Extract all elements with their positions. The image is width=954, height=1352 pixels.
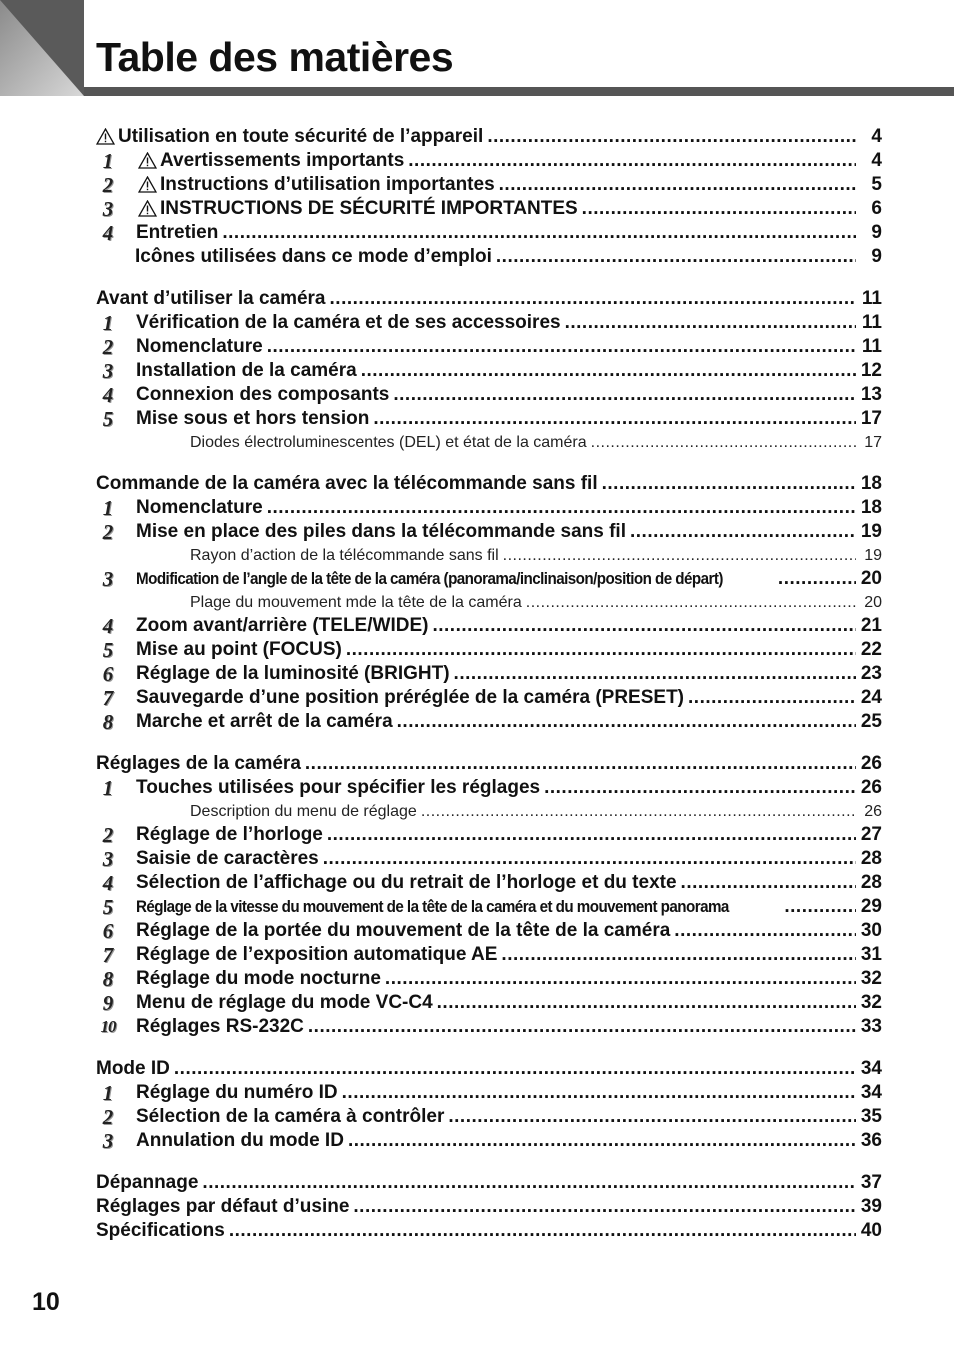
entry-page-number: 28 xyxy=(860,872,882,893)
entry-page-number: 9 xyxy=(871,246,882,267)
entry-page-number: 36 xyxy=(860,1130,882,1151)
toc-entry[interactable] xyxy=(96,311,882,335)
toc-entry[interactable] xyxy=(96,335,882,359)
entry-title: Mise au point (FOCUS) xyxy=(136,639,342,660)
entry-title: Avertissements importants xyxy=(160,150,405,171)
toc-entry[interactable] xyxy=(96,943,882,967)
dot-leader xyxy=(308,1015,856,1039)
entry-title: Mise en place des piles dans la télécommande sans fil xyxy=(136,521,626,542)
entry-page-number: 4 xyxy=(871,150,882,171)
section-number-icon: 1 xyxy=(102,496,114,520)
dot-leader xyxy=(327,823,856,847)
dot-leader xyxy=(385,967,856,991)
dot-leader xyxy=(503,544,856,567)
entry-indent xyxy=(96,943,136,967)
entry-indent xyxy=(96,496,136,520)
toc-entry[interactable] xyxy=(96,1171,882,1195)
entry-title: Connexion des composants xyxy=(136,384,390,405)
entry-title: Entretien xyxy=(136,222,219,243)
dot-leader xyxy=(342,1081,856,1105)
dot-leader xyxy=(397,710,856,734)
dot-leader xyxy=(454,662,856,686)
toc-entry[interactable] xyxy=(96,431,882,454)
entry-title: Vérification de la caméra et de ses accessoires xyxy=(136,312,561,333)
dot-leader xyxy=(591,431,856,454)
dot-leader xyxy=(499,173,856,197)
entry-page-number: 30 xyxy=(860,920,882,941)
toc-entry[interactable] xyxy=(96,383,882,407)
section-number-icon: 6 xyxy=(102,919,114,943)
entry-page-number: 20 xyxy=(864,594,882,611)
entry-page-number: 32 xyxy=(860,992,882,1013)
dot-leader xyxy=(346,638,856,662)
toc-entry[interactable] xyxy=(96,800,882,823)
section-number-icon: 4 xyxy=(102,614,114,638)
warning-triangle-icon xyxy=(96,125,118,149)
toc-entry[interactable] xyxy=(96,567,882,591)
entry-page-number: 17 xyxy=(860,408,882,429)
entry-indent xyxy=(96,919,136,943)
dot-leader xyxy=(330,287,856,311)
entry-indent xyxy=(96,407,136,431)
toc-entry[interactable] xyxy=(96,895,882,919)
toc-entry[interactable] xyxy=(96,245,882,269)
toc-entry[interactable] xyxy=(96,1129,882,1153)
dot-leader xyxy=(267,335,856,359)
entry-title: INSTRUCTIONS DE SÉCURITÉ IMPORTANTES xyxy=(160,198,578,219)
page-number: 10 xyxy=(32,1288,60,1316)
section-number-icon: 7 xyxy=(102,943,114,967)
entry-indent xyxy=(96,173,136,197)
entry-page-number: 35 xyxy=(860,1106,882,1127)
entry-indent xyxy=(96,383,136,407)
entry-title: Réglages de la caméra xyxy=(96,753,301,774)
section-number-icon: 5 xyxy=(102,895,114,919)
section-number-icon: 2 xyxy=(102,1105,114,1129)
dot-leader xyxy=(496,245,856,269)
entry-title: Sauvegarde d’une position préréglée de la caméra (PRESET) xyxy=(136,687,685,708)
toc-entry[interactable] xyxy=(96,197,882,221)
dot-leader xyxy=(408,149,856,173)
entry-indent xyxy=(96,686,136,710)
entry-page-number: 12 xyxy=(860,360,882,381)
toc-entry[interactable] xyxy=(96,125,882,149)
entry-indent xyxy=(96,431,190,454)
entry-page-number: 22 xyxy=(860,639,882,660)
entry-indent xyxy=(96,567,136,591)
warning-triangle-icon xyxy=(138,173,160,197)
section-number-icon: 8 xyxy=(102,710,114,734)
dot-leader xyxy=(526,591,856,614)
entry-page-number: 34 xyxy=(860,1082,882,1103)
title-rule xyxy=(84,87,954,96)
section-number-icon: 7 xyxy=(102,686,114,710)
entry-page-number: 6 xyxy=(871,198,882,219)
section-gap xyxy=(96,454,882,472)
entry-page-number: 32 xyxy=(860,968,882,989)
entry-title: Touches utilisées pour spécifier les réglages xyxy=(136,777,541,798)
toc-entry[interactable] xyxy=(96,638,882,662)
toc-entry[interactable] xyxy=(96,1015,882,1039)
entry-page-number: 33 xyxy=(860,1016,882,1037)
toc-entry[interactable] xyxy=(96,1081,882,1105)
entry-indent xyxy=(96,823,136,847)
section-number-icon: 1 xyxy=(102,149,114,173)
entry-indent xyxy=(96,895,136,919)
entry-page-number: 29 xyxy=(860,896,882,917)
entry-indent xyxy=(96,776,136,800)
entry-indent xyxy=(96,847,136,871)
entry-page-number: 18 xyxy=(860,473,882,494)
entry-page-number: 27 xyxy=(860,824,882,845)
dot-leader xyxy=(602,472,856,496)
dot-leader xyxy=(688,686,856,710)
entry-title: Modification de l’angle de la tête de la caméra (panorama/inclinaison/position de départ) xyxy=(136,570,723,588)
entry-title: Sélection de l’affichage ou du retrait de l’horloge et du texte xyxy=(136,872,677,893)
entry-indent xyxy=(96,149,136,173)
section-number-icon: 4 xyxy=(102,871,114,895)
entry-title: Menu de réglage du mode VC-C4 xyxy=(136,992,433,1013)
toc-entry[interactable] xyxy=(96,919,882,943)
section-number-icon: 8 xyxy=(102,967,114,991)
entry-title: Diodes électroluminescentes (DEL) et état de la caméra xyxy=(190,434,587,451)
entry-title: Mise sous et hors tension xyxy=(136,408,370,429)
entry-indent xyxy=(96,638,136,662)
entry-title: Réglage de la vitesse du mouvement de la tête de la caméra et du mouvement panorama xyxy=(136,898,729,916)
entry-page-number: 26 xyxy=(864,803,882,820)
entry-title: Réglage du mode nocturne xyxy=(136,968,381,989)
entry-page-number: 19 xyxy=(864,547,882,564)
toc-entry[interactable] xyxy=(96,520,882,544)
section-number-icon: 4 xyxy=(102,221,114,245)
section-gap xyxy=(96,734,882,752)
entry-page-number: 34 xyxy=(860,1058,882,1079)
entry-title: Nomenclature xyxy=(136,497,263,518)
entry-page-number: 31 xyxy=(860,944,882,965)
entry-page-number: 11 xyxy=(861,288,882,309)
entry-title: Description du menu de réglage xyxy=(190,803,417,820)
entry-title: Mode ID xyxy=(96,1058,170,1079)
entry-indent xyxy=(96,221,136,245)
section-number-icon: 2 xyxy=(102,173,114,197)
entry-title: Réglage de la luminosité (BRIGHT) xyxy=(136,663,450,684)
entry-title: Saisie de caractères xyxy=(136,848,319,869)
toc-entry[interactable] xyxy=(96,149,882,173)
dot-leader xyxy=(222,221,856,245)
toc-entry[interactable] xyxy=(96,662,882,686)
entry-title: Réglage de l’horloge xyxy=(136,824,323,845)
entry-title: Instructions d’utilisation importantes xyxy=(160,174,495,195)
entry-page-number: 11 xyxy=(861,312,882,333)
toc-entry[interactable] xyxy=(96,847,882,871)
entry-page-number: 4 xyxy=(871,126,882,147)
section-number-icon: 3 xyxy=(102,567,114,591)
toc-entry[interactable] xyxy=(96,544,882,567)
dot-leader xyxy=(681,871,856,895)
entry-title: Installation de la caméra xyxy=(136,360,357,381)
dot-leader xyxy=(582,197,856,221)
entry-title: Rayon d’action de la télécommande sans fil xyxy=(190,547,499,564)
entry-indent xyxy=(96,591,190,614)
entry-page-number: 39 xyxy=(860,1196,882,1217)
page-title: Table des matières xyxy=(96,34,454,80)
entry-page-number: 37 xyxy=(860,1172,882,1193)
toc-entry[interactable] xyxy=(96,591,882,614)
entry-indent xyxy=(96,245,135,269)
entry-indent xyxy=(96,1081,136,1105)
section-number-icon: 1 xyxy=(102,1081,114,1105)
entry-title: Sélection de la caméra à contrôler xyxy=(136,1106,445,1127)
dot-leader xyxy=(267,496,856,520)
entry-title: Utilisation en toute sécurité de l’appareil xyxy=(118,126,484,147)
entry-page-number: 23 xyxy=(860,663,882,684)
toc-entry[interactable] xyxy=(96,221,882,245)
entry-page-number: 40 xyxy=(860,1220,882,1241)
section-number-icon: 6 xyxy=(102,662,114,686)
toc-entry[interactable] xyxy=(96,776,882,800)
warning-triangle-icon xyxy=(138,149,160,173)
entry-page-number: 26 xyxy=(860,777,882,798)
entry-indent xyxy=(96,991,136,1015)
entry-page-number: 21 xyxy=(860,615,882,636)
entry-indent xyxy=(96,311,136,335)
section-number-icon: 4 xyxy=(102,383,114,407)
entry-title: Annulation du mode ID xyxy=(136,1130,344,1151)
entry-title: Réglages RS-232C xyxy=(136,1016,304,1037)
entry-indent xyxy=(96,662,136,686)
entry-indent xyxy=(96,1015,136,1039)
entry-page-number: 17 xyxy=(864,434,882,451)
dot-leader xyxy=(393,383,856,407)
entry-title: Dépannage xyxy=(96,1172,199,1193)
entry-page-number: 20 xyxy=(860,568,882,589)
entry-indent xyxy=(96,614,136,638)
entry-page-number: 25 xyxy=(860,711,882,732)
entry-page-number: 9 xyxy=(871,222,882,243)
entry-title: Réglages par défaut d’usine xyxy=(96,1196,350,1217)
table-of-contents xyxy=(96,125,882,1243)
section-number-icon: 3 xyxy=(102,359,114,383)
warning-triangle-icon xyxy=(138,197,160,221)
toc-entry[interactable] xyxy=(96,359,882,383)
entry-page-number: 13 xyxy=(860,384,882,405)
entry-title: Icônes utilisées dans ce mode d’emploi xyxy=(135,246,492,267)
toc-entry[interactable] xyxy=(96,472,882,496)
entry-title: Zoom avant/arrière (TELE/WIDE) xyxy=(136,615,429,636)
section-number-icon: 3 xyxy=(102,847,114,871)
entry-title: Réglage de l’exposition automatique AE xyxy=(136,944,498,965)
entry-page-number: 18 xyxy=(860,497,882,518)
entry-title: Réglage du numéro ID xyxy=(136,1082,338,1103)
entry-title: Commande de la caméra avec la télécommande sans fil xyxy=(96,473,598,494)
dot-leader xyxy=(361,359,856,383)
entry-page-number: 28 xyxy=(860,848,882,869)
dot-leader xyxy=(373,407,856,431)
dot-leader xyxy=(544,776,856,800)
dot-leader xyxy=(437,991,856,1015)
entry-page-number: 11 xyxy=(861,336,882,357)
dot-leader xyxy=(487,125,856,149)
entry-indent xyxy=(96,1129,136,1153)
entry-title: Plage du mouvement mde la tête de la caméra xyxy=(190,594,522,611)
dot-leader xyxy=(323,847,856,871)
dot-leader xyxy=(421,800,856,823)
toc-entry[interactable] xyxy=(96,967,882,991)
entry-title: Spécifications xyxy=(96,1220,225,1241)
section-gap xyxy=(96,269,882,287)
entry-indent xyxy=(96,871,136,895)
entry-page-number: 5 xyxy=(871,174,882,195)
toc-entry[interactable] xyxy=(96,991,882,1015)
section-number-icon: 1 xyxy=(102,311,114,335)
section-number-icon: 5 xyxy=(102,407,114,431)
entry-indent xyxy=(96,544,190,567)
toc-entry[interactable] xyxy=(96,686,882,710)
entry-page-number: 19 xyxy=(860,521,882,542)
entry-indent xyxy=(96,1105,136,1129)
section-number-icon: 2 xyxy=(102,335,114,359)
section-gap xyxy=(96,1039,882,1057)
toc-entry[interactable] xyxy=(96,173,882,197)
entry-indent xyxy=(96,359,136,383)
entry-title: Réglage de la portée du mouvement de la tête de la caméra xyxy=(136,920,671,941)
section-number-icon: 9 xyxy=(102,991,114,1015)
dot-leader xyxy=(565,311,856,335)
entry-indent xyxy=(96,710,136,734)
toc-entry[interactable] xyxy=(96,871,882,895)
section-number-icon: 3 xyxy=(102,197,114,221)
toc-entry[interactable] xyxy=(96,752,882,776)
dot-leader xyxy=(229,1219,856,1243)
entry-indent xyxy=(96,967,136,991)
dot-leader xyxy=(202,1171,856,1195)
dot-leader xyxy=(305,752,856,776)
section-number-icon: 2 xyxy=(102,823,114,847)
entry-indent xyxy=(96,800,190,823)
section-number-icon: 3 xyxy=(102,1129,114,1153)
entry-indent xyxy=(96,197,136,221)
dot-leader xyxy=(784,895,856,919)
toc-entry[interactable] xyxy=(96,823,882,847)
entry-indent xyxy=(96,520,136,544)
toc-entry[interactable] xyxy=(96,287,882,311)
dot-leader xyxy=(174,1057,856,1081)
dot-leader xyxy=(630,520,856,544)
dot-leader xyxy=(348,1129,856,1153)
corner-decoration xyxy=(0,0,84,96)
toc-entry[interactable] xyxy=(96,1057,882,1081)
entry-page-number: 24 xyxy=(860,687,882,708)
dot-leader xyxy=(501,943,856,967)
dot-leader xyxy=(448,1105,856,1129)
section-number-icon: 2 xyxy=(102,520,114,544)
dot-leader xyxy=(778,567,856,591)
toc-entry[interactable] xyxy=(96,710,882,734)
entry-title: Avant d’utiliser la caméra xyxy=(96,288,326,309)
section-number-icon: 10 xyxy=(100,1017,116,1036)
toc-entry[interactable] xyxy=(96,1195,882,1219)
section-number-icon: 1 xyxy=(102,776,114,800)
entry-indent xyxy=(96,335,136,359)
entry-page-number: 26 xyxy=(860,753,882,774)
toc-entry[interactable] xyxy=(96,496,882,520)
toc-entry[interactable] xyxy=(96,1219,882,1243)
dot-leader xyxy=(353,1195,856,1219)
entry-title: Nomenclature xyxy=(136,336,263,357)
toc-entry[interactable] xyxy=(96,614,882,638)
dot-leader xyxy=(432,614,856,638)
entry-title: Marche et arrêt de la caméra xyxy=(136,711,393,732)
dot-leader xyxy=(674,919,856,943)
toc-entry[interactable] xyxy=(96,1105,882,1129)
toc-entry[interactable] xyxy=(96,407,882,431)
section-gap xyxy=(96,1153,882,1171)
section-number-icon: 5 xyxy=(102,638,114,662)
